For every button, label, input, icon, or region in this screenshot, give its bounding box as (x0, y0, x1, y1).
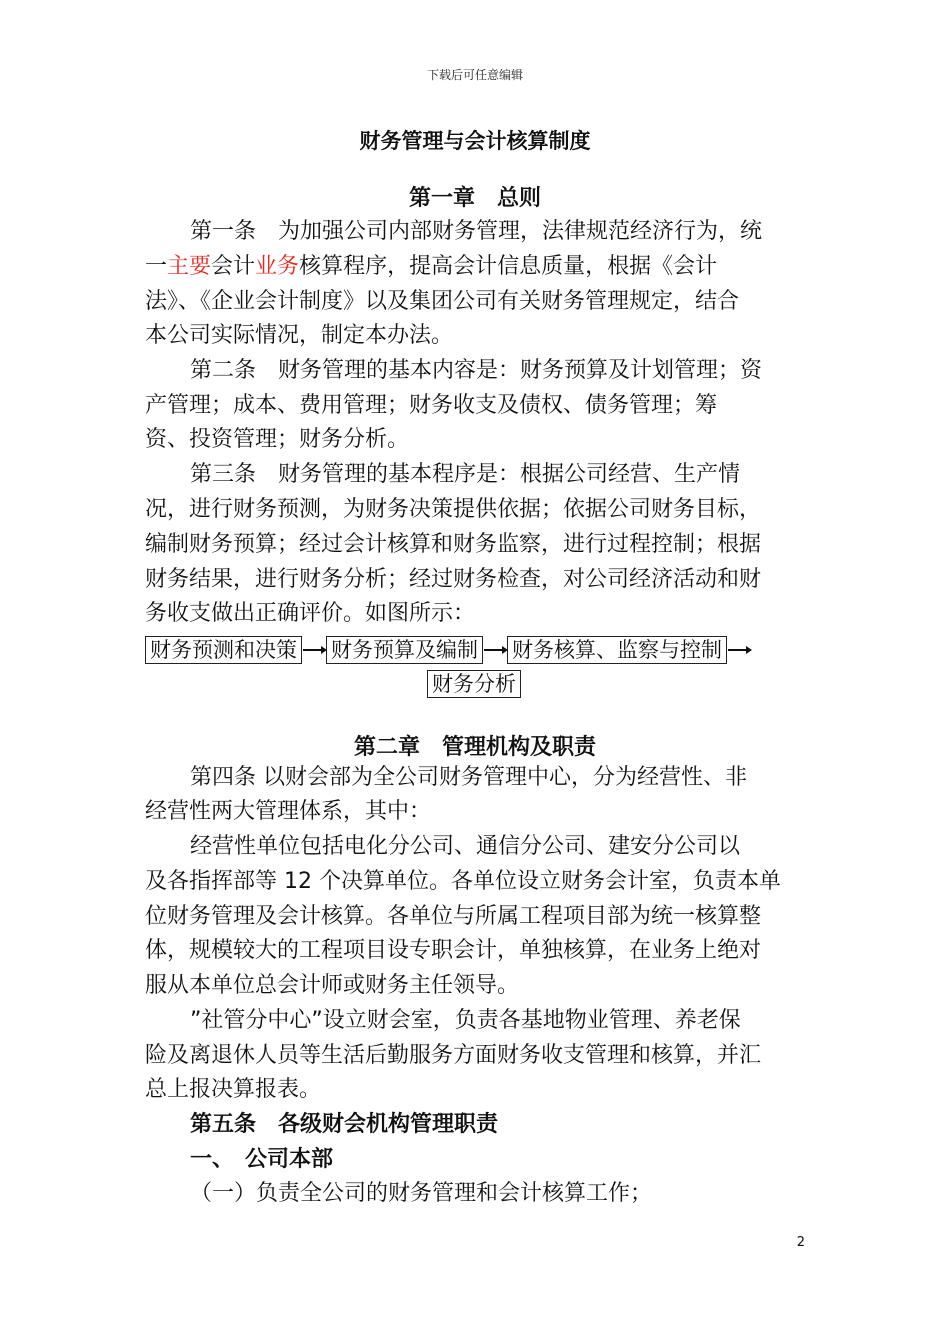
section-1-heading: 一、 公司本部 (190, 1147, 334, 1172)
article-1-line-1: 第一条 为加强公司内部财务管理，法律规范经济行为，统 (190, 219, 763, 244)
operating-units-line-2: 及各指挥部等 12 个决算单位。各单位设立财务会计室，负责本单 (145, 869, 781, 894)
article-5-heading: 第五条 各级财会机构管理职责 (190, 1112, 499, 1137)
arrow-right-icon (484, 649, 506, 651)
article-1-line-3: 法》、《企业会计制度》以及集团公司有关财务管理规定，结合 (145, 289, 740, 314)
article-3-line-5: 务收支做出正确评价。如图所示： (145, 601, 476, 626)
text-segment: 一 (145, 254, 168, 279)
article-3-line-3: 编制财务预算；经过会计核算和财务监察，进行过程控制；根据 (145, 532, 762, 557)
document-title: 财务管理与会计核算制度 (359, 129, 591, 153)
social-center-line-1: ”社管分中心”设立财会室，负责各基地物业管理、养老保 (190, 1008, 741, 1033)
social-center-line-3: 总上报决算报表。 (145, 1077, 322, 1102)
flow-step-accounting: 财务核算、监察与控制 (507, 636, 727, 664)
item-1: （一）负责全公司的财务管理和会计核算工作； (190, 1181, 653, 1206)
operating-units-line-1: 经营性单位包括电化分公司、通信分公司、建安分公司以 (190, 834, 741, 859)
article-1-line-4: 本公司实际情况，制定本办法。 (145, 323, 454, 348)
highlighted-word: 业务 (255, 254, 300, 279)
article-3-line-1: 第三条 财务管理的基本程序是：根据公司经营、生产情 (190, 462, 741, 487)
social-center-line-2: 险及离退休人员等生活后勤服务方面财务收支管理和核算，并汇 (145, 1043, 762, 1068)
operating-units-line-5: 服从本单位总会计师或财务主任领导。 (145, 973, 520, 998)
article-4-line-2: 经营性两大管理体系，其中： (145, 799, 432, 824)
flow-step-analysis: 财务分析 (427, 670, 521, 698)
chapter-2-heading: 第二章 管理机构及职责 (353, 735, 596, 760)
flow-step-forecast: 财务预测和决策 (145, 636, 302, 664)
arrow-right-icon (303, 649, 325, 651)
chapter-1-heading: 第一章 总则 (408, 186, 541, 211)
arrow-right-icon (728, 649, 750, 651)
header-note: 下载后可任意编辑 (426, 68, 523, 82)
highlighted-word: 主要 (167, 254, 212, 279)
article-4-line-1: 第四条 以财会部为全公司财务管理中心，分为经营性、非 (190, 765, 747, 790)
page-number: 2 (796, 1235, 805, 1250)
text-segment: 核算程序，提高会计信息质量，根据《会计 (299, 254, 718, 279)
article-3-line-4: 财务结果，进行财务分析；经过财务检查，对公司经济活动和财 (145, 567, 762, 592)
article-3-line-2: 况，进行财务预测，为财务决策提供依据；依据公司财务目标， (145, 497, 762, 522)
article-1-line-2 (145, 252, 807, 282)
flow-step-budget: 财务预算及编制 (326, 636, 483, 664)
operating-units-line-4: 体，规模较大的工程项目设专职会计，单独核算，在业务上绝对 (145, 938, 762, 963)
operating-units-line-3: 位财务管理及会计核算。各单位与所属工程项目部为统一核算整 (145, 904, 762, 929)
text-segment: 会计 (211, 254, 256, 279)
article-2-line-3: 资、投资管理；财务分析。 (145, 427, 410, 452)
article-2-line-1: 第二条 财务管理的基本内容是：财务预算及计划管理；资 (190, 358, 763, 383)
article-2-line-2: 产管理；成本、费用管理；财务收支及债权、债务管理；筹 (145, 393, 718, 418)
process-flow (145, 634, 807, 666)
